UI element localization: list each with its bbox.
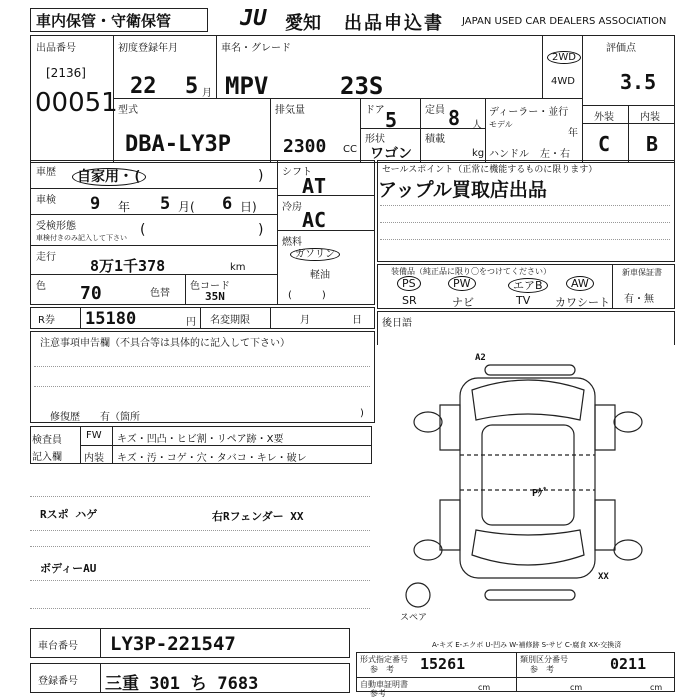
name-change-month: 月 — [300, 315, 310, 326]
remark-3: ボディーAU — [40, 562, 97, 575]
drive-2wd[interactable]: 2WD — [547, 52, 581, 63]
displacement-value: 2300 — [283, 136, 327, 157]
option-aw[interactable]: AW — [566, 277, 594, 290]
diagram-label: 後日語 — [382, 318, 412, 329]
warranty-options: 有・無 — [624, 294, 654, 305]
capacity-label: 定員 — [425, 105, 445, 116]
chassis-label: 車台番号 — [38, 641, 78, 652]
inspector-fw: FW — [86, 430, 102, 441]
listing-bracket-number: [2136] — [46, 66, 86, 80]
history-label: 車歴 — [36, 167, 56, 178]
fuel-paren: ( ) — [288, 290, 326, 301]
acceptance-note: 車検付きのみ記入して下さい — [36, 234, 127, 242]
wheel-rear-right — [614, 540, 642, 560]
car-grade: 23S — [340, 72, 384, 100]
name-change-label: 名変期限 — [210, 315, 250, 326]
model-year-unit: 年 — [568, 128, 578, 139]
inspection-month: 5 — [160, 194, 171, 214]
cm-unit-1: cm — [478, 683, 491, 692]
option-sr: SR — [402, 294, 417, 307]
repair-close: ) — [360, 408, 364, 419]
wheel-front-right — [614, 412, 642, 432]
type-spec-ref: 参 考 — [370, 665, 394, 674]
inspection-year: 9 — [90, 194, 101, 214]
car-name: MPV — [225, 72, 269, 100]
fuel-gas[interactable]: ガソリン — [290, 245, 340, 260]
wheel-front-left — [414, 412, 442, 432]
cm-unit-2: cm — [570, 683, 583, 692]
brand-logo: JU — [240, 6, 267, 31]
brand-name: 愛知 — [285, 13, 321, 34]
front-bumper — [485, 365, 575, 375]
option-navi: ナビ — [452, 296, 474, 309]
r-fee-value: 15180 — [85, 309, 137, 329]
diagram-mark-xx: XX — [598, 572, 609, 582]
diagram-frame — [377, 311, 675, 345]
cm-unit-3: cm — [650, 683, 663, 692]
diagram-mark-a2: A2 — [475, 353, 486, 363]
inspector-interior: 内装 — [84, 453, 104, 464]
car-left-rear-fender — [440, 500, 460, 550]
steering-label: ハンドル — [489, 149, 529, 160]
color-value: 70 — [80, 283, 102, 304]
grade-score: 3.5 — [620, 70, 657, 94]
doors-value: 5 — [385, 108, 398, 132]
name-change-day: 日 — [352, 315, 362, 326]
capacity-value: 8 — [448, 106, 461, 130]
notes-label: 注意事項申告欄（不具合等は具体的に記入して下さい） — [40, 338, 290, 349]
grade-interior: B — [646, 132, 659, 156]
option-pw[interactable]: PW — [448, 277, 476, 290]
ac-label: 冷房 — [282, 202, 302, 213]
mileage-value: 8万1千378 — [90, 257, 166, 275]
mileage-label: 走行 — [36, 252, 56, 263]
acceptance-open: ( — [140, 222, 146, 238]
remark-2: 右Rフェンダー XX — [212, 510, 304, 523]
acceptance-label: 受検形態 — [36, 221, 76, 232]
inspector-interior-items: キズ・汚・コゲ・穴・タバコ・キレ・破レ — [117, 453, 307, 464]
cert-label: 自動車証明書 — [360, 680, 408, 689]
option-kawa-seat: カワシート — [555, 296, 610, 309]
first-reg-label: 初度登録年月 — [118, 43, 178, 54]
r-fee-label: R券 — [38, 315, 55, 326]
inspector-fw-items: キズ・凹凸・ヒビ割・リペア跡・X要 — [117, 434, 284, 445]
type-label: 型式 — [118, 105, 138, 116]
car-right-rear-fender — [595, 500, 615, 550]
warranty-label: 新車保証書 — [622, 268, 662, 277]
sales-point-value: アップル買取店出品 — [378, 179, 547, 201]
first-reg-year: 22 — [130, 74, 157, 99]
cert-ref: 参考 — [370, 689, 386, 698]
type-code: DBA-LY3P — [125, 132, 231, 157]
car-body-outline — [460, 378, 595, 578]
doors-label: ドア — [365, 105, 385, 116]
car-rear — [472, 530, 584, 565]
ac-value: AC — [302, 208, 327, 232]
reg-value: 三重 301 ち 7683 — [105, 674, 259, 694]
inspection-day-unit: 日) — [240, 200, 257, 214]
chassis-value: LY3P-221547 — [110, 633, 236, 655]
r-fee-unit: 円 — [186, 317, 196, 328]
form-title: 出品申込書 — [344, 13, 444, 34]
option-airbag[interactable]: エアB — [508, 277, 548, 293]
type-spec-label: 形式指定番号 — [360, 655, 408, 664]
car-roof — [482, 425, 574, 525]
option-ps[interactable]: PS — [397, 277, 421, 290]
repair-label: 修復歴 有（箇所 — [50, 412, 140, 423]
shift-value: AT — [302, 174, 327, 198]
r-fee-frame — [30, 307, 375, 329]
dealer-label: ディーラー・並行 — [489, 107, 569, 118]
load-unit: kg — [472, 148, 485, 159]
displacement-unit: CC — [343, 144, 357, 155]
type-spec-value: 15261 — [420, 655, 466, 673]
car-left-front-fender — [440, 405, 460, 450]
steering-options: 左・右 — [540, 149, 570, 160]
inspector-label-2: 記入欄 — [32, 452, 62, 463]
acceptance-close: ) — [258, 222, 264, 238]
car-hood — [472, 380, 584, 420]
inspection-label: 車検 — [36, 195, 56, 206]
displacement-label: 排気量 — [275, 105, 305, 116]
inspection-month-unit: 月( — [178, 200, 195, 214]
load-label: 積載 — [425, 134, 445, 145]
rear-bumper — [485, 590, 575, 600]
grade-interior-label: 内装 — [640, 112, 660, 123]
spare-tire-icon — [406, 583, 430, 607]
class-label: 類別区分番号 — [520, 655, 568, 664]
color-change-label: 色替 — [150, 288, 170, 299]
class-ref: 参 考 — [530, 665, 554, 674]
color-code-value: 35N — [205, 290, 225, 303]
shape-value: ワゴン — [370, 146, 412, 162]
shift-label: シフト — [282, 167, 312, 178]
fuel-diesel: 軽油 — [310, 270, 330, 281]
listing-number: 00051 — [35, 88, 118, 118]
model-year-label: モデル — [489, 120, 513, 129]
history-close: ) — [258, 168, 264, 184]
sales-point-label: セールスポイント（正常に機能するものに限ります） — [382, 165, 598, 175]
color-label: 色 — [36, 281, 46, 292]
mileage-unit: km — [230, 262, 246, 273]
grade-label: 評価点 — [606, 43, 636, 54]
fuel-label: 燃料 — [282, 237, 302, 248]
form-subtitle: JAPAN USED CAR DEALERS ASSOCIATION — [462, 16, 667, 27]
remark-1: Rスポ ハゲ — [40, 508, 98, 521]
inspection-type: 車内保管・守衛保管 — [36, 12, 172, 30]
grade-exterior-label: 外装 — [594, 112, 614, 123]
color-code-label: 色コード — [190, 281, 230, 292]
option-tv: TV — [516, 294, 531, 307]
drive-4wd: 4WD — [551, 76, 575, 87]
shape-label: 形状 — [365, 134, 385, 145]
first-reg-month: 5 — [185, 74, 199, 99]
inspector-label-1: 検査員 — [32, 435, 62, 446]
reg-label: 登録番号 — [38, 676, 78, 687]
car-right-front-fender — [595, 405, 615, 450]
diagram-legend: A-キズ E-エクボ U-凹み W-補修跡 S-サビ C-腐食 XX-交換済 — [432, 641, 622, 649]
inspection-day: 6 — [222, 194, 233, 214]
history-value: 自家用・( — [72, 166, 146, 186]
model-label: 車名・グレード — [221, 43, 291, 54]
listing-number-label: 出品番号 — [36, 43, 76, 54]
wheel-rear-left — [414, 540, 442, 560]
first-reg-month-unit: 月 — [202, 88, 212, 99]
spare-label: スペア — [400, 613, 428, 623]
options-label: 装備品（純正品に限り〇をつけてください） — [391, 267, 551, 276]
capacity-unit: 人 — [472, 120, 482, 131]
grade-exterior: C — [598, 132, 611, 156]
inspection-year-unit: 年 — [118, 200, 131, 214]
class-value: 0211 — [610, 655, 647, 673]
diagram-mark-p: Pｹﾞ — [532, 488, 549, 499]
